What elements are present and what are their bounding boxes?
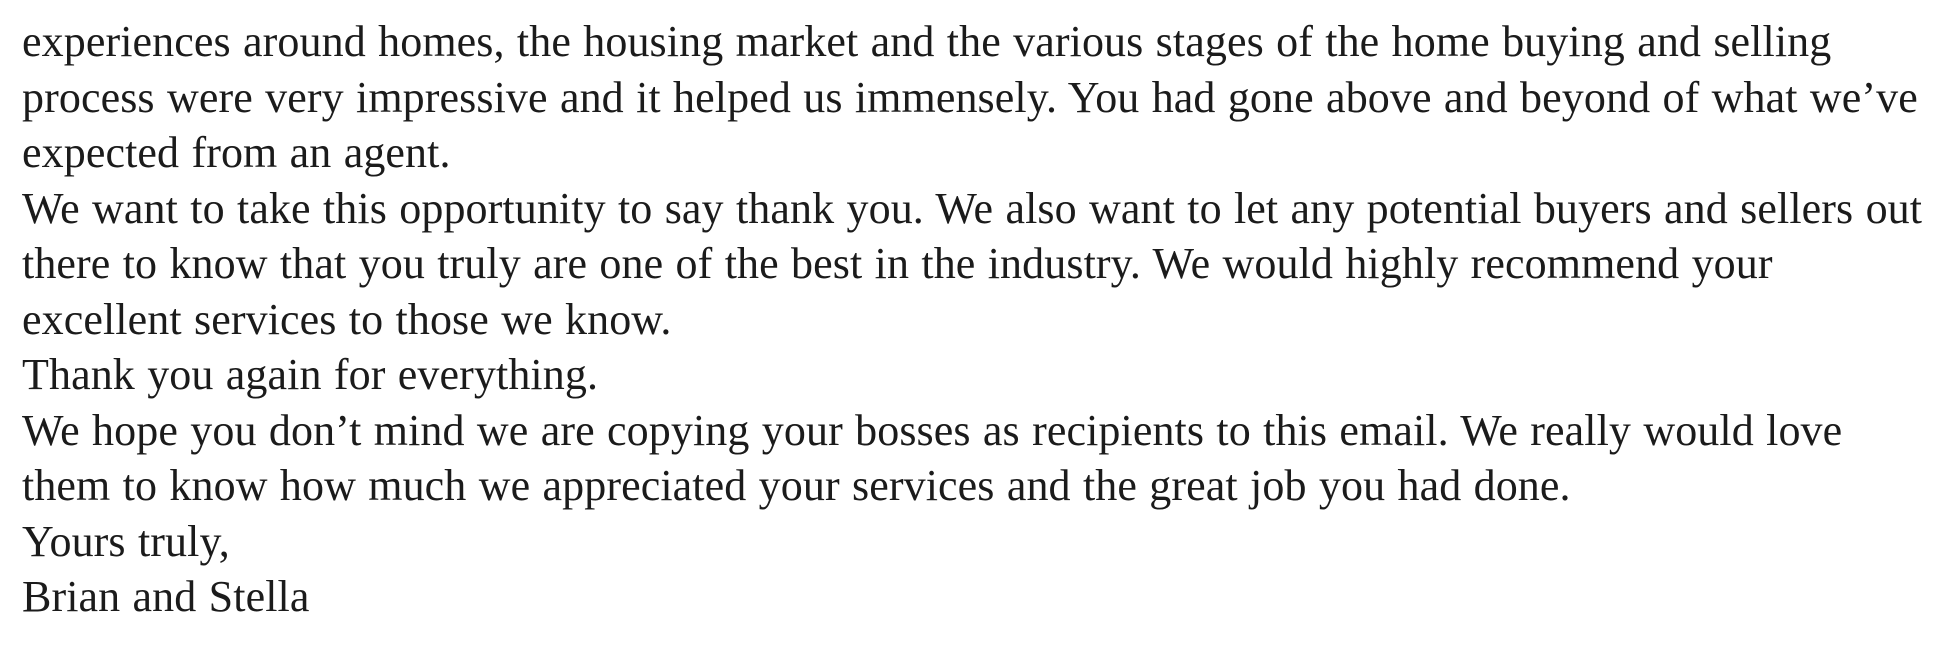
letter-paragraph-2: We want to take this opportunity to say thank you. We also want to let any potential buyers and sellers out there to know that you truly are one of the best in the industry. We would highly recommend your excellent services to those we know. (22, 183, 1923, 344)
letter-paragraph-1: experiences around homes, the housing market and the various stages of the home buying and selling process were very impressive and it helped us immensely. You had gone above and beyond of what we’ve expected from an agent. (22, 17, 1918, 177)
letter-signature: Brian and Stella (22, 572, 310, 621)
letter-closing: Yours truly, (22, 516, 230, 566)
letter-paragraph-3: Thank you again for everything. (22, 350, 599, 399)
letter-paragraph-4: We hope you don’t mind we are copying your bosses as recipients to this email. We really would love them to know how much we appreciated your services and the great job you had done. (22, 405, 1843, 510)
letter-body (22, 14, 1924, 625)
